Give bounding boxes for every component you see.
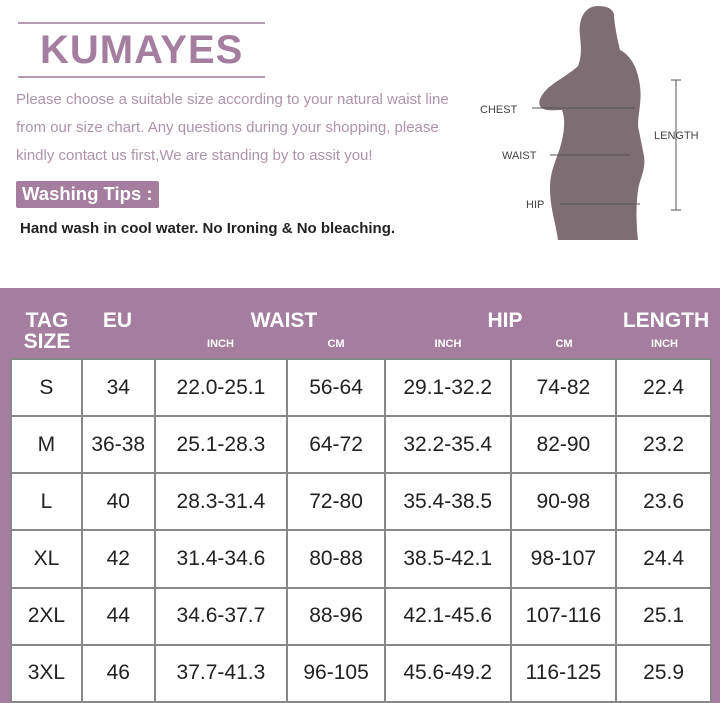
cell-hip-cm: 98-107: [511, 530, 617, 587]
cell-waist-cm: 64-72: [287, 416, 385, 473]
cell-length-inch: 24.4: [616, 530, 711, 587]
cell-length-inch: 23.2: [616, 416, 711, 473]
cell-length-inch: 25.1: [616, 588, 711, 645]
size-grid: [10, 358, 712, 703]
top-rule: [18, 22, 265, 24]
size-chart-table: [0, 288, 720, 703]
brand-title: KUMAYES: [40, 28, 244, 72]
washing-tips-text: Hand wash in cool water. No Ironing & No bleaching.: [20, 220, 396, 237]
cell-waist-inch: 22.0-25.1: [155, 359, 288, 416]
table-row: [11, 416, 711, 473]
cell-hip-inch: 38.5-42.1: [385, 530, 511, 587]
cell-hip-cm: 116-125: [511, 645, 617, 702]
cell-eu: 36-38: [82, 416, 155, 473]
cell-waist-inch: 34.6-37.7: [155, 588, 288, 645]
header-size: SIZE: [23, 330, 71, 353]
cell-waist-inch: 28.3-31.4: [155, 473, 288, 530]
header-waist-inch: INCH: [207, 338, 234, 350]
cell-hip-cm: 82-90: [511, 416, 617, 473]
cell-size: S: [11, 359, 82, 416]
header-eu: EU: [102, 309, 133, 332]
table-row: [11, 359, 711, 416]
cell-length-inch: 25.9: [616, 645, 711, 702]
waist-label: WAIST: [502, 150, 537, 162]
cell-size: 2XL: [11, 588, 82, 645]
cell-eu: 34: [82, 359, 155, 416]
table-row: [11, 588, 711, 645]
cell-waist-inch: 31.4-34.6: [155, 530, 288, 587]
cell-hip-cm: 107-116: [511, 588, 617, 645]
intro-text: Please choose a suitable size according to your natural waist line from our size chart. Any questions during your shopping, please kindly contact us first,We are standing by to assit you!: [16, 91, 449, 164]
header-hip-inch: INCH: [434, 338, 462, 350]
cell-waist-inch: 37.7-41.3: [155, 645, 288, 702]
cell-hip-inch: 35.4-38.5: [385, 473, 511, 530]
cell-eu: 44: [82, 588, 155, 645]
cell-hip-inch: 29.1-32.2: [385, 359, 511, 416]
silhouette-icon: [539, 6, 644, 240]
cell-hip-cm: 90-98: [511, 473, 617, 530]
cell-length-inch: 22.4: [616, 359, 711, 416]
cell-waist-cm: 80-88: [287, 530, 385, 587]
cell-waist-cm: 72-80: [287, 473, 385, 530]
cell-size: 3XL: [11, 645, 82, 702]
body-silhouette-figure: [470, 0, 720, 250]
cell-hip-inch: 32.2-35.4: [385, 416, 511, 473]
header-tag: TAG: [25, 309, 69, 332]
table-row: [11, 473, 711, 530]
cell-size: M: [11, 416, 82, 473]
cell-hip-cm: 74-82: [511, 359, 617, 416]
bottom-rule: [18, 76, 265, 78]
cell-size: L: [11, 473, 82, 530]
table-row: [11, 530, 711, 587]
cell-hip-inch: 42.1-45.6: [385, 588, 511, 645]
cell-waist-cm: 96-105: [287, 645, 385, 702]
cell-hip-inch: 45.6-49.2: [385, 645, 511, 702]
header-waist-cm: CM: [327, 338, 345, 350]
header-hip-cm: CM: [555, 338, 573, 350]
chest-label: CHEST: [480, 104, 518, 116]
header-length-inch: INCH: [651, 338, 678, 350]
hip-label: HIP: [526, 199, 545, 211]
table-row: [11, 645, 711, 702]
washing-tips-label: Washing Tips :: [16, 181, 159, 208]
cell-eu: 42: [82, 530, 155, 587]
cell-waist-cm: 88-96: [287, 588, 385, 645]
cell-waist-cm: 56-64: [287, 359, 385, 416]
cell-eu: 40: [82, 473, 155, 530]
header-length: LENGTH: [622, 309, 710, 332]
cell-eu: 46: [82, 645, 155, 702]
cell-waist-inch: 25.1-28.3: [155, 416, 288, 473]
cell-size: XL: [11, 530, 82, 587]
header-waist: WAIST: [250, 309, 318, 332]
cell-length-inch: 23.6: [616, 473, 711, 530]
length-label: LENGTH: [654, 130, 699, 142]
header-hip: HIP: [487, 309, 523, 332]
